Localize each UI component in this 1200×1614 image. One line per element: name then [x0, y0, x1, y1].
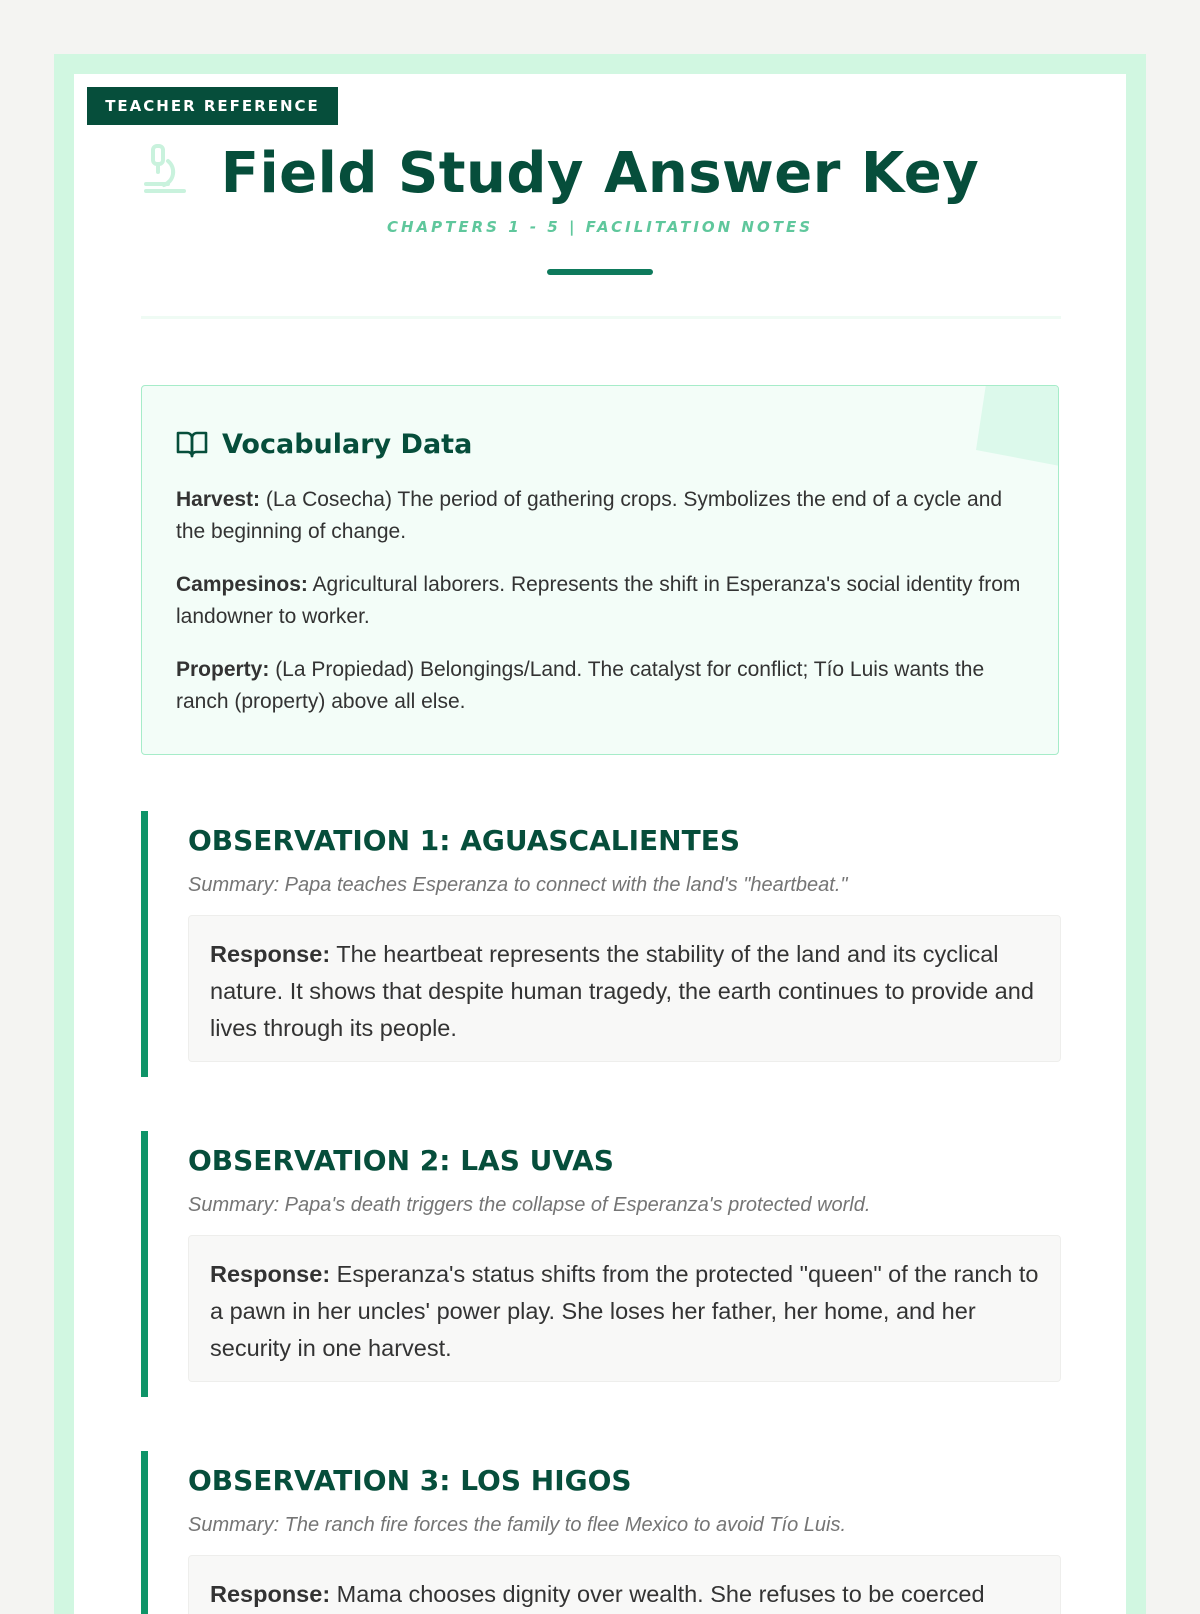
vocabulary-card [141, 385, 1059, 755]
answer-key-sheet [74, 74, 1126, 1614]
vocabulary-list [176, 484, 1028, 739]
observation-summary: Summary: Papa's death triggers the collapse of Esperanza's protected world. [188, 1194, 871, 1216]
response-label: Response: [210, 941, 331, 967]
vocabulary-item [176, 569, 1028, 633]
vocabulary-definition: (La Propiedad) Belongings/Land. The catalyst for conflict; Tío Luis wants the ranch (property) above all else. [176, 658, 985, 713]
observation-title: OBSERVATION 1: AGUASCALIENTES [188, 824, 740, 857]
page-title: Field Study Answer Key [220, 141, 980, 206]
vocabulary-definition: Agricultural laborers. Represents the shift in Esperanza's social identity from landowner to worker. [176, 573, 1021, 628]
observation-summary: Summary: Papa teaches Esperanza to connect with the land's "heartbeat." [188, 874, 848, 896]
observation-section [141, 811, 1061, 1077]
response-label: Response: [210, 1581, 331, 1607]
observation-section [141, 1131, 1061, 1397]
vocabulary-heading [176, 424, 472, 464]
vocabulary-item [176, 484, 1028, 548]
observation-response [188, 1235, 1061, 1382]
vocabulary-heading-text: Vocabulary Data [222, 428, 473, 460]
corner-decoration [976, 385, 1059, 468]
open-book-icon [176, 430, 208, 458]
observation-response [188, 915, 1061, 1062]
observation-summary: Summary: The ranch fire forces the family to flee Mexico to avoid Tío Luis. [188, 1514, 847, 1536]
observation-title: OBSERVATION 2: LAS UVAS [188, 1144, 614, 1177]
microscope-icon [140, 142, 188, 194]
page-frame [54, 54, 1146, 1614]
vocabulary-item [176, 654, 1028, 718]
teacher-reference-badge: TEACHER REFERENCE [87, 87, 338, 125]
vocabulary-term: Harvest: [176, 488, 261, 511]
observation-response [188, 1555, 1061, 1614]
observation-title: OBSERVATION 3: LOS HIGOS [188, 1464, 632, 1497]
header-divider [141, 316, 1061, 319]
vocabulary-term: Property: [176, 658, 270, 681]
response-text: Esperanza's status shifts from the protected "queen" of the ranch to a pawn in her uncles' power play. She loses her father, her home, and her security in one harvest. [210, 1261, 1039, 1361]
observation-section [141, 1451, 1061, 1614]
vocabulary-term: Campesinos: [176, 573, 308, 596]
page-subtitle: CHAPTERS 1 - 5 | FACILITATION NOTES [386, 218, 814, 236]
response-label: Response: [210, 1261, 331, 1287]
vocabulary-definition: (La Cosecha) The period of gathering crops. Symbolizes the end of a cycle and the beginning of change. [176, 488, 1003, 543]
response-text: Mama chooses dignity over wealth. She refuses to be coerced [330, 1581, 985, 1607]
response-text: The heartbeat represents the stability of the land and its cyclical nature. It shows that despite human tragedy, the earth continues to provide and lives through its people. [210, 941, 1034, 1041]
title-underline [547, 269, 653, 275]
